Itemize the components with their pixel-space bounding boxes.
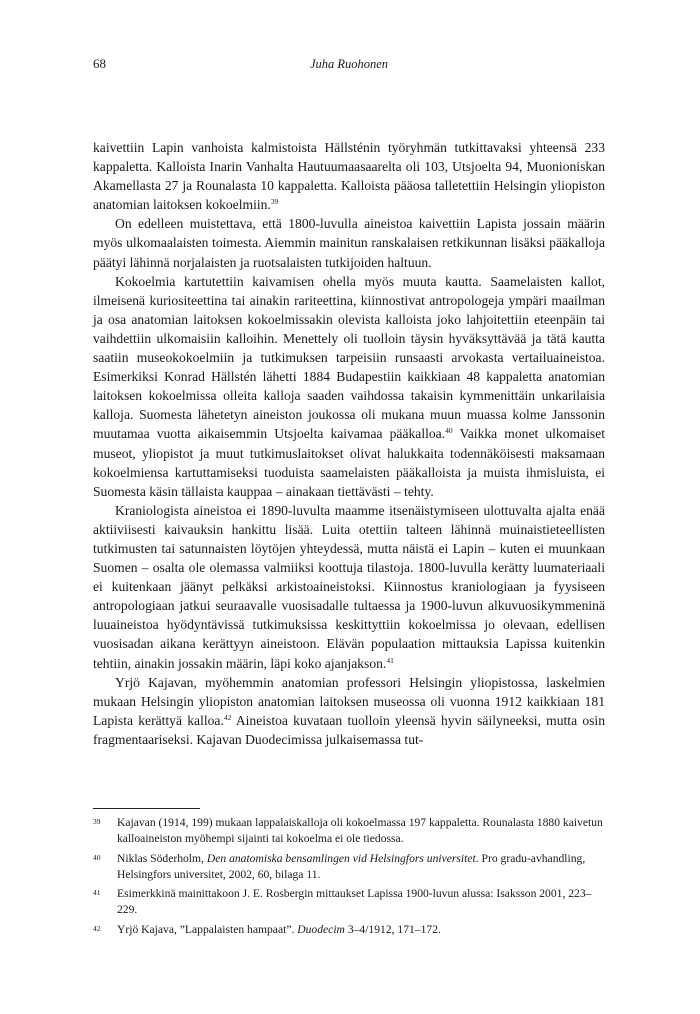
footnote-separator — [93, 808, 200, 809]
text-run: kaivettiin Lapin vanhoista kalmistoista Hällsténin työryhmän tutkittavaksi yhteensä 233 kappaletta. Kalloista Inarin Vanhalta Hautuumaasaarelta oli 103, Utsjoelta 94, Muonioniskan Akamellasta 27 ja Rounalasta 10 kappaletta. Kalloista pääosa talletettiin Helsingin yliopiston anatomian laitoksen kokoelmiin. — [93, 140, 605, 213]
text-run: Yrjö Kajava, ”Lappalaisten hampaat”. — [117, 922, 298, 936]
text-run: Vaikka monet ulkomaiset museot, yliopistot ja muut tutkimuslaitokset olivat halukkaita todennäköisesti maksamaan kokoelmiensa kartuttamiseksi tuoduista saamelaisten pääkalloista ja muista ihmisluista, ei Suomesta käsin tällaista kauppaa – ainakaan tiettävästi – tehty. — [93, 426, 606, 499]
footnote-ref: 40 — [445, 426, 453, 436]
footnote — [93, 922, 605, 938]
footnotes — [93, 815, 605, 941]
running-title: Juha Ruohonen — [309, 57, 389, 71]
body-text — [93, 138, 605, 749]
paragraph — [93, 272, 605, 501]
footnote-number: 41 — [93, 888, 101, 898]
text-run: Esimerkkinä mainittakoon J. E. Rosbergin mittaukset Lapissa 1900-luvun alussa: Isaksson 2001, 223–229. — [117, 887, 592, 917]
text-run: Aineistoa kuvataan tuolloin yleensä hyvin säilyneeksi, mutta osin fragmentaariseksi. Kajavan Duodecimissa julkaisemassa tut- — [93, 712, 605, 747]
footnote-ref: 42 — [223, 712, 232, 722]
page-number: 68 — [93, 56, 106, 71]
italic-title: Den anatomiska bensamlingen vid Helsingfors universitet — [206, 851, 476, 865]
paragraph — [93, 214, 605, 271]
footnote-text — [117, 851, 605, 884]
footnote-text — [117, 815, 605, 848]
footnote — [93, 851, 605, 884]
text-run: On edelleen muistettava, että 1800-luvulla aineistoa kaivettiin Lapista jossain määrin myös ulkomaalaisten toimesta. Aiemmin mainitun ranskalaisen retkikunnan lisäksi pääkalloja päätyi lähinnä norjalaisten ja ruotsalaisten tutkijoiden haltuun. — [93, 216, 605, 270]
footnote — [93, 886, 605, 919]
text-run: . Pro gradu-avhandling, Helsingfors universitet, 2002, 60, bilaga 11. — [117, 851, 586, 881]
footnote-text — [117, 886, 605, 919]
footnote-number: 40 — [93, 852, 101, 862]
text-run: Kajavan (1914, 199) mukaan lappalaiskalloja oli kokoelmassa 197 kappaletta. Rounalasta 1880 kaivetun kalloaineiston myöhempi sijainti tai kokoelma ei ole tiedossa. — [117, 816, 603, 846]
footnote — [93, 815, 605, 848]
text-run: Kraniologista aineistoa ei 1890-luvulta maamme itsenäistymiseen ulottuvalta ajalta enää aktiiviisesti kaivauksin hankittu lisää. Luita otettiin talteen lähinnä muinaistieteellisten tutkimusten tai satunnaisten löytöjen yhteydessä, mutta näistä ei Lapin – kuten ei muunkaan Suomen – osalta ole olemassa valmiiksi koottuja tilastoja. 1800-luvulla kerätty luumateriaali ei kuitenkaan jäänyt pelkäksi arkistoaineistoksi. Kiinnostus kraniologiaan ja fyysiseen antropologiaan jatkui seuraavalle vuosisadalle tultaessa ja 1900-luvun alkuvuosikymmeninä luuaineistoa hyödyntävissä tutkimuksissa keskittyttiin kokoelmissa jo olevaan, edellisen vuosisadan aikana kerättyyn aineistoon. Elävän populaation mittauksia Lapissa kuitenkin tehtiin, ainakin jossakin määrin, läpi koko ajanjakson. — [93, 502, 605, 671]
footnote-ref: 39 — [270, 197, 279, 207]
italic-title: Duodecim — [297, 922, 345, 936]
page-header — [93, 56, 605, 76]
text-run: Yrjö Kajavan, myöhemmin anatomian professori Helsingin yliopistossa, laskelmien mukaan Helsingin yliopiston anatomian laitoksen museossa oli vuonna 1912 kaikkiaan 181 Lapista kerättyä kalloa. — [93, 674, 605, 728]
text-run: 3–4/1912, 171–172. — [344, 922, 441, 936]
paragraph — [93, 138, 605, 214]
footnote-text — [117, 922, 605, 938]
paragraph — [93, 673, 605, 749]
footnote-number: 39 — [93, 817, 101, 826]
footnote-number: 42 — [93, 923, 101, 933]
paragraph — [93, 501, 605, 673]
text-run: Kokoelmia kartutettiin kaivamisen ohella myös muuta kautta. Saamelaisten kallot, ilmeisenä kuriositeettina tai ainakin rariteettina, kiinnostivat antropologeja ympäri maailman ja osa anatomian laitoksen kokoelmissakin olevista kalloista joko lahjoitettiin eteenpäin tai vaihdettiin ulkomaisiin kalloihin. Menettely oli tuolloin täysin hyväksyttävää ja tätä kautta saatiin museokokoelmiin ja tutkimuksen tarpeisiin runsaasti arvokasta vertailuaineistoa. Esimerkiksi Konrad Hällstén lähetti 1884 Budapestiin kaikkiaan 48 kappaletta anatomian laitoksen kokoelmissa olleita kalloja saaden vaihdossa takaisin kymmenittäin unkarilaisia kalloja. Suomesta lähetetyn aineiston joukossa oli mukana muun muassa kolme Janssonin muutamaa vuotta aikaisemmin Utsjoelta kaivamaa pääkalloa. — [93, 273, 605, 442]
text-run: Niklas Söderholm, — [117, 851, 207, 865]
footnote-ref: 41 — [386, 655, 394, 665]
